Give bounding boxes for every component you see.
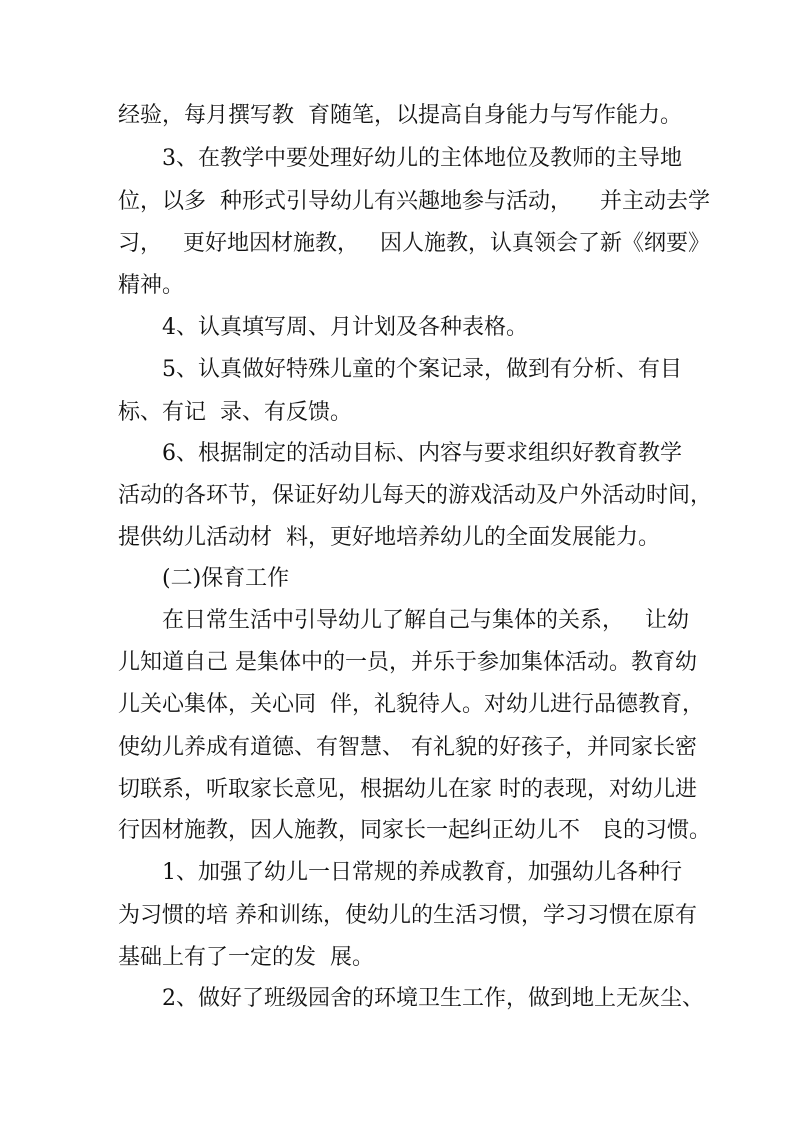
text-line: 位，以多 种形式引导幼儿有兴趣地参与活动， 并主动去学 bbox=[118, 189, 710, 214]
text-line: 5、认真做好特殊儿童的个案记录，做到有分析、有目 bbox=[162, 357, 682, 382]
text-line: 2、做好了班级园舍的环境卫生工作，做到地上无灰尘、 bbox=[162, 986, 704, 1011]
text-line: 1、加强了幼儿一日常规的养成教育，加强幼儿各种行 bbox=[162, 860, 682, 885]
text-line: 3、在教学中要处理好幼儿的主体地位及教师的主导地 bbox=[162, 146, 682, 171]
text-line: 切联系，听取家长意见，根据幼儿在家 时的表现，对幼儿进 bbox=[118, 777, 697, 802]
text-line: 在日常生活中引导幼儿了解自己与集体的关系， 让幼 bbox=[162, 608, 689, 633]
text-line: 标、有记 录、有反馈。 bbox=[118, 400, 352, 425]
text-line: 活动的各环节，保证好幼儿每天的游戏活动及户外活动时间， bbox=[118, 483, 713, 508]
text-line: 行因材施教，因人施教，同家长一起纠正幼儿不 良的习惯。 bbox=[118, 818, 711, 843]
text-line: 提供幼儿活动材 料，更好地培养幼儿的全面发展能力。 bbox=[118, 525, 660, 550]
text-line: 为习惯的培 养和训练，使幼儿的生活习惯，学习习惯在原有 bbox=[118, 903, 697, 928]
text-line: 儿关心集体，关心同 伴，礼貌待人。对幼儿进行品德教育， bbox=[118, 692, 704, 717]
text-line: 习， 更好地因材施教， 因人施教，认真领会了新《纲要》 bbox=[118, 231, 710, 256]
text-line: 4、认真填写周、月计划及各种表格。 bbox=[162, 315, 528, 340]
text-line: 使幼儿养成有道德、有智慧、 有礼貌的好孩子，并同家长密 bbox=[118, 735, 697, 760]
text-line: 精神。 bbox=[118, 273, 185, 298]
section-heading: (二)保育工作 bbox=[162, 566, 290, 591]
text-line: 经验，每月撰写教 育随笔，以提高自身能力与写作能力。 bbox=[118, 103, 682, 128]
text-line: 儿知道自己 是集体中的一员，并乐于参加集体活动。教育幼 bbox=[118, 650, 697, 675]
text-line: 6、根据制定的活动目标、内容与要求组织好教育教学 bbox=[162, 441, 682, 466]
text-line: 基础上有了一定的发 展。 bbox=[118, 945, 374, 970]
